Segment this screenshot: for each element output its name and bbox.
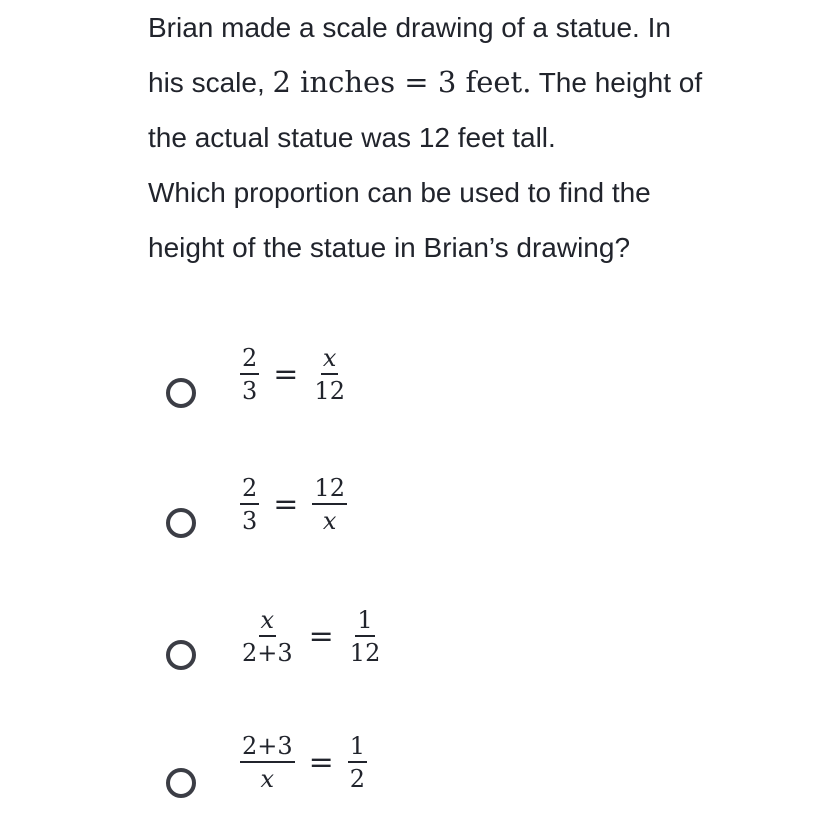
radio-button-c[interactable] bbox=[166, 640, 196, 670]
choice-d-right-denominator: 2 bbox=[349, 765, 366, 793]
choice-c-left-denominator: 2+3 bbox=[242, 639, 293, 667]
choice-c-right-denominator: 12 bbox=[349, 639, 381, 667]
choice-c-left-numerator: x bbox=[259, 608, 277, 637]
choice-d-equals: = bbox=[308, 745, 334, 780]
question-line-3: the actual statue was 12 feet tall. bbox=[148, 122, 556, 153]
question-line-2-start: his scale, bbox=[148, 67, 273, 98]
question-line-4: Which proportion can be used to find the bbox=[148, 177, 651, 208]
question-line-1: Brian made a scale drawing of a statue. In bbox=[148, 12, 671, 43]
scale-equation: 2 inches = 3 feet. bbox=[272, 65, 532, 99]
choice-a-equals: = bbox=[273, 357, 299, 392]
choice-a-right-fraction bbox=[312, 346, 347, 403]
choice-b-right-numerator: 12 bbox=[312, 476, 347, 505]
radio-button-d[interactable] bbox=[166, 768, 196, 798]
choice-b-left-numerator: 2 bbox=[240, 476, 259, 505]
radio-button-a[interactable] bbox=[166, 378, 196, 408]
choice-d[interactable] bbox=[160, 734, 560, 814]
radio-button-b[interactable] bbox=[166, 508, 196, 538]
choice-d-right-fraction bbox=[348, 734, 367, 791]
choice-d-expression bbox=[240, 734, 367, 791]
question-line-5: height of the statue in Brian’s drawing? bbox=[148, 232, 631, 263]
choice-b[interactable] bbox=[160, 470, 560, 550]
choice-b-right-denominator: x bbox=[322, 507, 337, 535]
choice-a-left-numerator: 2 bbox=[240, 346, 259, 375]
choice-c-expression bbox=[240, 608, 382, 665]
choice-b-left-fraction bbox=[240, 476, 259, 533]
choice-c-left-fraction bbox=[240, 608, 295, 665]
choice-a-left-denominator: 3 bbox=[242, 377, 258, 405]
choice-d-left-fraction bbox=[240, 734, 295, 791]
choice-a[interactable] bbox=[160, 340, 560, 420]
choice-c-right-fraction bbox=[348, 608, 383, 665]
choice-d-right-numerator: 1 bbox=[348, 734, 367, 763]
choice-c[interactable] bbox=[160, 602, 560, 682]
choice-a-left-fraction bbox=[240, 346, 259, 403]
choice-a-expression bbox=[240, 346, 347, 403]
choice-b-equals: = bbox=[273, 487, 299, 522]
choice-b-right-fraction bbox=[312, 476, 347, 533]
choice-d-left-denominator: x bbox=[260, 765, 275, 793]
choice-a-right-numerator: x bbox=[321, 346, 339, 375]
choice-b-expression bbox=[240, 476, 347, 533]
choice-a-right-denominator: 12 bbox=[314, 377, 345, 405]
question-line-2-end: The height of bbox=[531, 67, 703, 98]
choice-c-equals: = bbox=[308, 619, 334, 654]
choice-c-right-numerator: 1 bbox=[355, 608, 374, 637]
choice-d-left-numerator: 2+3 bbox=[240, 734, 295, 763]
choice-b-left-denominator: 3 bbox=[242, 507, 258, 535]
